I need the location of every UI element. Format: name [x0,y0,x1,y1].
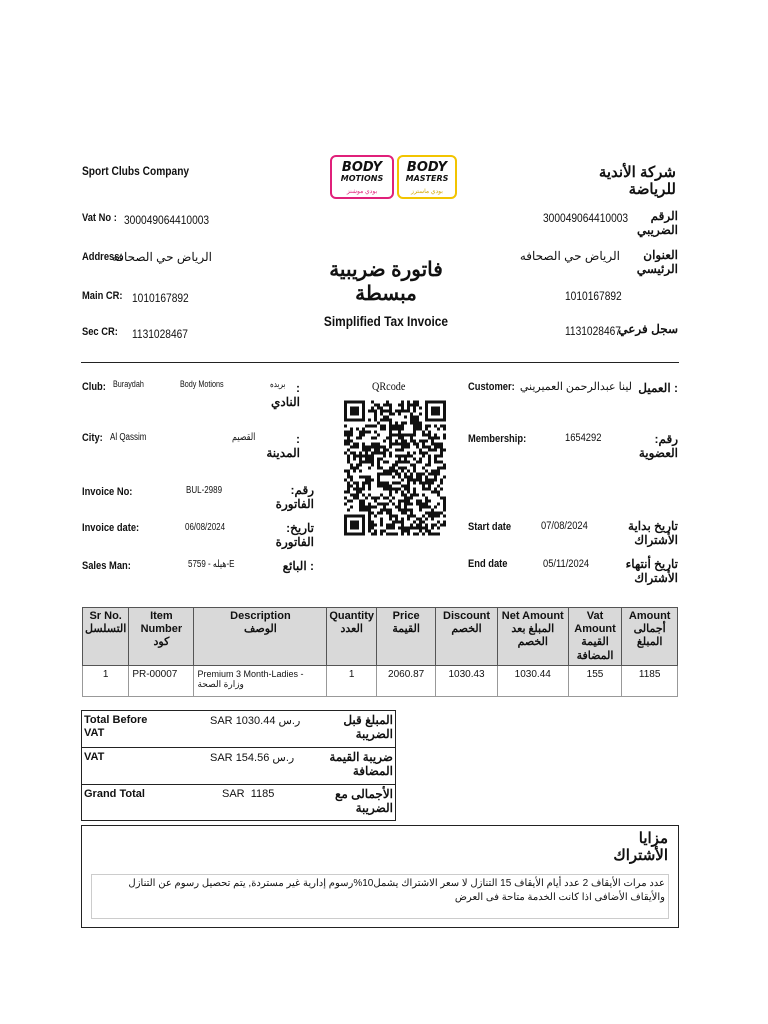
benefits-text: عدد مرات الأيقاف 2 عدد أيام الأيقاف 15 التنازل لا سعر الاشتراك يشمل10%رسوم إدارية غير مستردة, يتم تحصيل رسوم عن التنازل والأيقاف الأضافى اذا كانت الخدمة متاحة فى العرض [91,874,669,919]
club-label: Club: [82,381,106,393]
main-cr-value: 1010167892 [132,291,189,305]
main-cr-value-ar: 1010167892 [565,289,622,303]
vat-total-label-ar: ضريبة القيمة المضافة [329,750,393,778]
grand-total-value: SAR 1185 [222,788,275,800]
sales-man-value: 5759 - هيله-E [188,559,235,570]
qr-code-icon [344,400,446,536]
address-value: الرياض حي الصحافه [111,250,212,264]
start-date-value: 07/08/2024 [541,520,588,532]
start-date-label: Start date [468,521,512,533]
end-date-label: End date [468,558,508,570]
grand-total-row [81,784,396,821]
cell-item-number: PR-00007 [129,665,194,696]
customer-label: Customer: [468,381,515,393]
company-name-ar: شركة الأندية للرياضة [598,164,676,199]
club-value-brand: Body Motions [180,379,224,389]
sales-man-label: Sales Man: [82,560,131,572]
customer-label-ar: : العميل [638,381,678,395]
membership-label: Membership: [468,433,527,445]
cell-sr-no: 1 [83,665,129,696]
col-header-quantity: Quantity العدد [327,608,377,666]
sec-cr-label: Sec CR: [82,326,118,338]
invoice-title-ar: فاتورة ضريبية مبسطة [329,259,443,305]
vat-value-ar: 300049064410003 [543,211,629,225]
vat-value: 300049064410003 [124,213,210,227]
main-cr-label: Main CR: [82,290,123,302]
benefits-box [81,825,679,928]
membership-value: 1654292 [565,432,602,444]
benefits-title: مزايا الأشتراك [613,830,668,865]
vat-row [81,747,396,785]
cell-description: Premium 3 Month-Ladies - وزارة الصحة [194,665,327,696]
col-header-vat-amount: Vat Amount القيمة المضافة [568,608,622,666]
end-date-label-ar: تاريخ أنتهاء الأشتراك [625,557,678,585]
body-masters-logo: BODY MASTERS بودي ماسترز [397,155,457,199]
invoice-date-label-ar: تاريخ: الفاتورة [275,521,314,549]
cell-net-amount: 1030.44 [497,665,568,696]
col-header-net-amount: Net Amount المبلغ بعد الخصم [497,608,568,666]
header-divider [81,362,679,363]
address-label: Address: [82,251,123,263]
col-header-price: Price القيمة [377,608,436,666]
sec-cr-value-ar: 1131028467 [565,324,621,338]
total-before-vat-value: SAR ر.س 1030.44 [210,715,301,727]
vat-label-ar: الرقم الضريبي [637,209,678,237]
sec-cr-label-ar: سجل فرعي [618,322,678,336]
city-value-ar: القصيم [232,432,256,443]
total-before-vat-label-ar: المبلغ قبل الضريبة [343,713,393,741]
table-header-row [83,608,678,666]
table-row [83,665,678,696]
city-label-ar: : المدينة [266,432,300,460]
club-value-ar: بريده [270,379,286,389]
cell-quantity: 1 [327,665,377,696]
qr-label: QRcode [372,379,406,393]
invoice-title-en: Simplified Tax Invoice [323,313,449,329]
body-motions-logo: BODY MOTIONS بودي موشنز [330,155,394,199]
vat-total-value: SAR ر.س 154.56 [210,752,295,764]
membership-label-ar: رقم: العضوية [638,432,678,460]
total-before-vat-label: Total Before VAT [84,714,148,740]
start-date-label-ar: تاريخ بداية الأشتراك [628,519,678,547]
col-header-description: Description الوصف [194,608,327,666]
grand-total-label-ar: الأجمالى مع الضريبة [335,787,393,815]
cell-amount: 1185 [622,665,678,696]
cell-price: 2060.87 [377,665,436,696]
grand-total-label: Grand Total [84,788,145,800]
col-header-amount: Amount أجمالى المبلغ [622,608,678,666]
city-value-en: Al Qassim [110,432,147,443]
invoice-no-value: BUL-2989 [186,485,223,496]
company-name-en: Sport Clubs Company [82,164,190,178]
col-header-sr-no: Sr No. التسلسل [83,608,129,666]
address-label-ar: العنوان الرئيسي [636,248,678,276]
club-label-ar: : النادي [270,381,300,409]
customer-value: لينا عبدالرحمن العميريني [519,381,632,393]
club-value-en: Buraydah [113,379,144,389]
col-header-discount: Discount الخصم [436,608,498,666]
invoice-date-label: Invoice date: [82,522,140,534]
address-value-ar: الرياض حي الصحافه [519,249,620,263]
col-header-item-number: Item Number كود [129,608,194,666]
vat-total-label: VAT [84,751,105,763]
end-date-value: 05/11/2024 [543,558,590,570]
city-label: City: [82,432,103,444]
cell-vat-amount: 155 [568,665,622,696]
invoice-date-value: 06/08/2024 [185,522,226,533]
total-before-vat-row [81,710,396,748]
items-table [82,607,678,697]
invoice-no-label: Invoice No: [82,486,133,498]
vat-label: Vat No : [82,212,117,224]
invoice-no-label-ar: رقم: الفاتورة [275,483,314,511]
sales-man-label-ar: : البائع [282,559,314,573]
sec-cr-value: 1131028467 [132,327,188,341]
cell-discount: 1030.43 [436,665,498,696]
